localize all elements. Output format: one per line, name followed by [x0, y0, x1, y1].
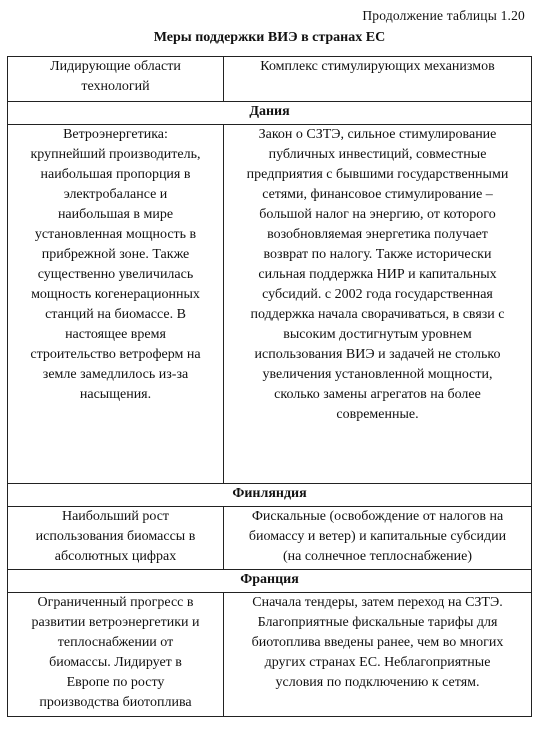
text-line: существенно увеличилась: [37, 267, 194, 282]
text-line: субсидий. с 2002 года государственная: [262, 287, 493, 302]
text-line: наибольшая в мире: [57, 207, 174, 222]
text-line: электробалансе и: [63, 187, 168, 202]
text-line: современные.: [336, 407, 419, 422]
header-leading-technologies: [8, 57, 224, 102]
text-line: настоящее время: [65, 327, 166, 342]
text-line: других странах ЕС. Неблагоприятные: [264, 655, 491, 670]
text-line: (на солнечное теплоснабжение): [282, 549, 473, 564]
text-line: развитии ветроэнергетики и: [31, 615, 200, 630]
text-line: мощность когенерационных: [31, 287, 200, 302]
incentive-mechanisms-cell: [224, 125, 532, 484]
header-row: [8, 57, 532, 102]
country-row-denmark: [8, 102, 532, 125]
incentive-mechanisms-cell: [224, 507, 532, 570]
text-line: большой налог на энергию, от которого: [259, 207, 496, 222]
leading-technologies-cell: [8, 125, 224, 484]
text-line: земле замедлилось из-за: [42, 367, 189, 382]
text-line: предприятия с бывшими государственными: [246, 167, 509, 182]
text-line: Наибольший рост: [61, 509, 170, 524]
country-name: Финляндия: [8, 484, 532, 507]
table-row-france: [8, 593, 532, 717]
text-line: поддержка начала сворачиваться, в связи с: [250, 307, 505, 322]
text-line: сетями, финансовое стимулирование –: [262, 187, 493, 202]
country-row-france: [8, 570, 532, 593]
text-line: Ветроэнергетика:: [63, 127, 168, 142]
header-incentive-mechanisms: [224, 57, 532, 102]
text-line: Сначала тендеры, затем переход на СЗТЭ.: [252, 595, 503, 610]
text-line: возврат по налогу. Также исторически: [263, 247, 492, 262]
text-line: теплоснабжении от: [57, 635, 174, 650]
text-line: возобновляемая энергетика получает: [267, 227, 488, 242]
country-row-finland: [8, 484, 532, 507]
country-name: Франция: [8, 570, 532, 593]
text-line: биомассы. Лидирует в: [49, 655, 182, 670]
text-line: Благоприятные фискальные тарифы для: [257, 615, 498, 630]
text-line: станций на биомассе. В: [45, 307, 186, 322]
text-line: использования биомассы в: [35, 529, 196, 544]
text-line: Фискальные (освобождение от налогов на: [251, 509, 504, 524]
text-line: крупнейший производитель,: [30, 147, 201, 162]
text-line: увеличения установленной мощности,: [262, 367, 493, 382]
table-row-denmark: [8, 125, 532, 484]
leading-technologies-cell: [8, 507, 224, 570]
text-line: прибрежной зоне. Также: [41, 247, 190, 262]
text-line: установленная мощность в: [34, 227, 197, 242]
table-row-finland: [8, 507, 532, 570]
header-line: технологий: [81, 79, 150, 94]
header-line: Лидирующие области: [50, 59, 181, 74]
text-line: абсолютных цифрах: [54, 549, 177, 564]
text-line: Ограниченный прогресс в: [37, 595, 194, 610]
text-line: строительство ветроферм на: [30, 347, 201, 362]
table-title: Меры поддержки ВИЭ в странах ЕС: [153, 30, 386, 45]
text-line: условия по подключению к сетям.: [275, 675, 480, 690]
header-line: Комплекс стимулирующих механизмов: [260, 59, 495, 74]
text-line: сколько замены агрегатов на более: [274, 387, 481, 402]
text-line: производства биотоплива: [39, 695, 192, 710]
text-line: сильная поддержка НИР и капитальных: [258, 267, 497, 282]
text-line: высоким достигнутым уровнем: [283, 327, 472, 342]
country-name: Дания: [8, 102, 532, 125]
text-line: наибольшая пропорция в: [40, 167, 191, 182]
text-line: насыщения.: [79, 387, 152, 402]
text-line: публичных инвестиций, совместные: [268, 147, 487, 162]
support-measures-table: [7, 56, 532, 717]
text-line: биомассу и ветер) и капитальные субсидии: [248, 529, 507, 544]
text-line: Закон о СЗТЭ, сильное стимулирование: [258, 127, 497, 142]
text-line: биотоплива введены ранее, чем во многих: [251, 635, 504, 650]
continuation-note: Продолжение таблицы 1.20: [362, 8, 525, 23]
leading-technologies-cell: [8, 593, 224, 717]
text-line: использования ВИЭ и задачей не столько: [254, 347, 501, 362]
text-line: Европе по росту: [66, 675, 165, 690]
incentive-mechanisms-cell: [224, 593, 532, 717]
